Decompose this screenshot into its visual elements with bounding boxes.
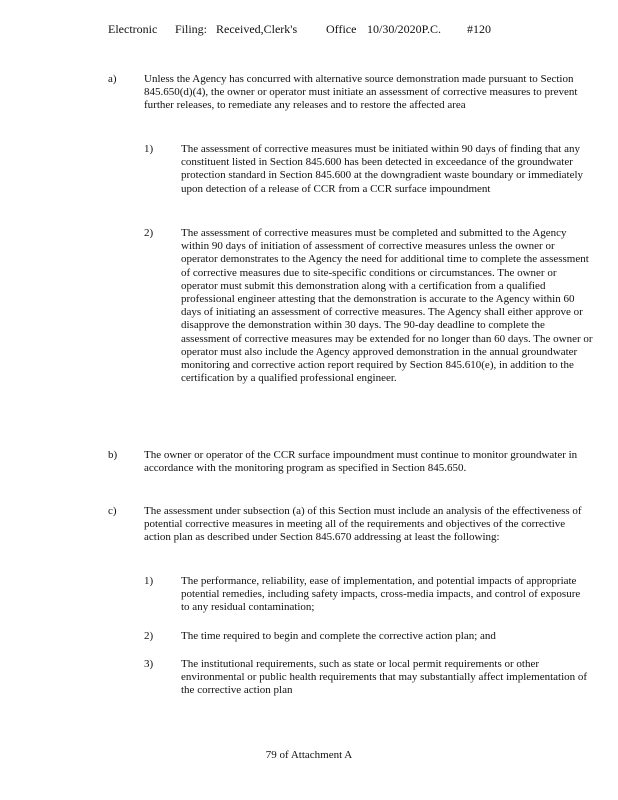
header-electronic: Electronic (108, 22, 158, 36)
section-c-text: The assessment under subsection (a) of this Section must include an analysis of the effectiveness of potential corrective measures in meeting all of the requirements and objectives of the corrective action plan as described under Section 845.670 addressing at least the following: (144, 505, 582, 544)
section-a-item-2-label: 2) (144, 227, 154, 239)
page-footer: 79 of Attachment A (265, 749, 353, 761)
section-b-label: b) (108, 449, 118, 461)
header-received: Received,Clerk's (216, 22, 298, 36)
section-a-text: Unless the Agency has concurred with alternative source demonstration made pursuant to Section 845.650(d)(4), the owner or operator must initiate an assessment of corrective measures to prevent further releases, to remediate any releases and to restore the affected area (144, 73, 578, 112)
section-c-item-3-text: The institutional requirements, such as state or local permit requirements or other environmental or public health requirements that may substantially affect implementation of the corrective action plan (181, 658, 588, 697)
section-a-label: a) (108, 73, 117, 85)
header-date: 10/30/2020P.C. (367, 22, 442, 36)
header-number: #120 (467, 22, 491, 36)
section-c-item-2-text: The time required to begin and complete the corrective action plan; and (181, 630, 496, 642)
section-a-item-1-label: 1) (144, 143, 154, 155)
header-office: Office (326, 22, 357, 36)
section-a-item-1-text: The assessment of corrective measures must be initiated within 90 days of finding that any constituent listed in Section 845.600 has been detected in exceedance of the groundwater protection standard in Section 845.600 at the downgradient waste boundary or immediately upon detection of a release of CCR from a CCR surface impoundment (181, 143, 584, 195)
section-c-item-1-text: The performance, reliability, ease of implementation, and potential impacts of appropriate potential remedies, including safety impacts, cross-media impacts, and control of exposure to any residual contamination; (181, 575, 581, 614)
section-c-label: c) (108, 505, 117, 517)
section-c-item-3-label: 3) (144, 658, 154, 670)
section-c-item-1-label: 1) (144, 575, 154, 587)
section-b-text: The owner or operator of the CCR surface impoundment must continue to monitor groundwater in accordance with the monitoring program as specified in Section 845.650. (144, 449, 578, 475)
header-filing: Filing: (175, 22, 208, 36)
filing-header (108, 21, 588, 37)
section-c-item-2-label: 2) (144, 630, 154, 642)
section-a-item-2-text: The assessment of corrective measures must be completed and submitted to the Agency within 90 days of initiation of assessment of corrective measures unless the owner or operator demonstrates to the Agency the need for additional time to complete the assessment of corrective measures due to site-specific conditions or circumstances. The owner or operator must submit this demonstration along with a certification from a qualified professional engineer attesting that the demonstration is accurate to the Agency within 60 days of initiating an assessment of corrective measures. The Agency shall either approve or disapprove the demonstration within 30 days. The 90-day deadline to complete the assessment of corrective measures may be extended for no longer than 60 days. The owner or operator must also include the Agency approved demonstration in the annual groundwater monitoring and corrective action report required by Section 845.610(e), in addition to the certification by a qualified professional engineer. (181, 227, 593, 385)
